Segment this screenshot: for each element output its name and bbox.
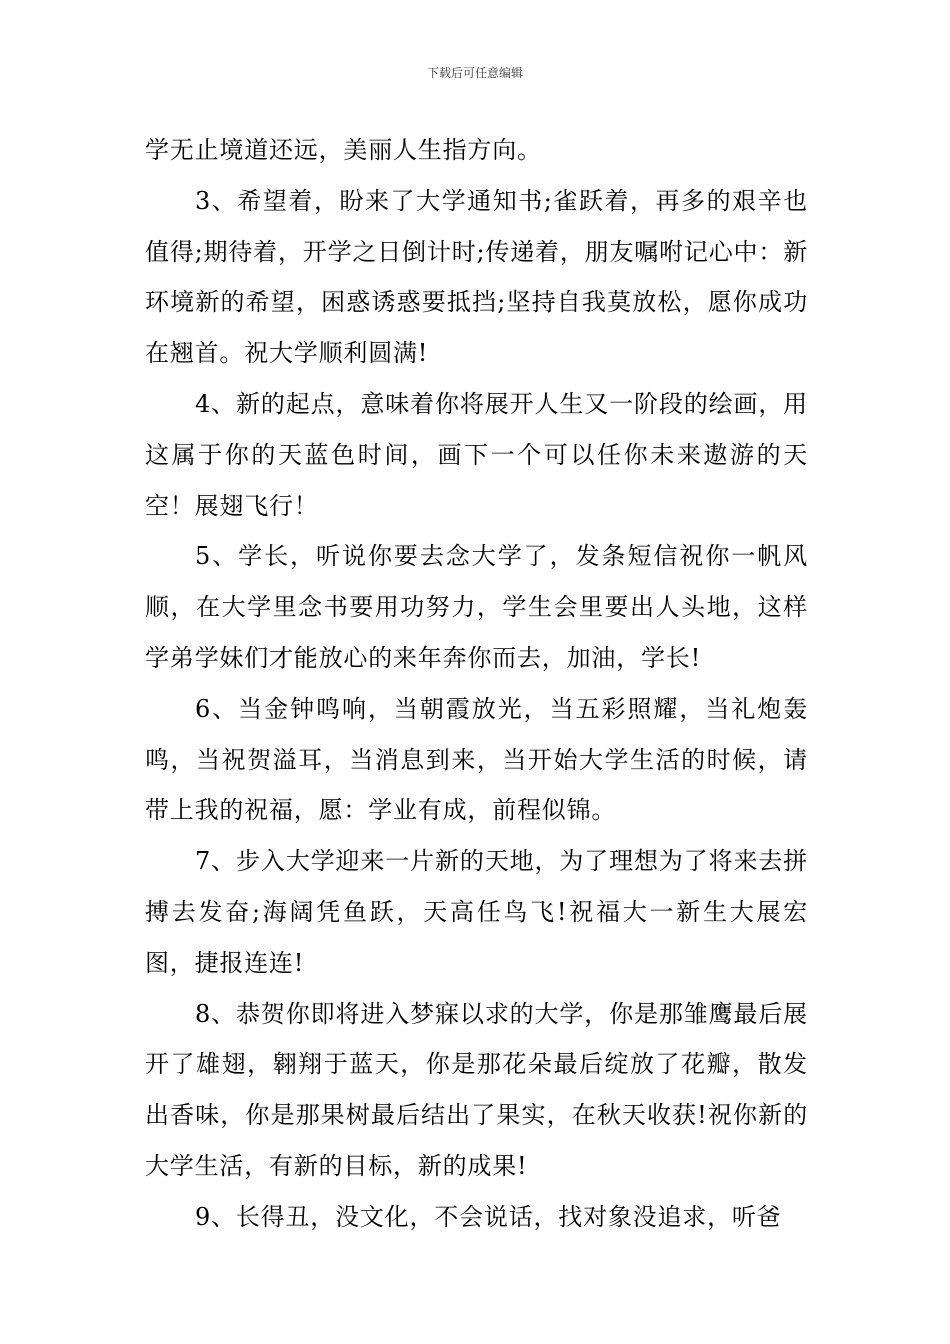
paragraph: 5、学长，听说你要去念大学了，发条短信祝你一帆风顺，在大学里念书要用功努力，学生会里要出人头地，这样学弟学妹们才能放心的来年奔你而去，加油，学长! (145, 542, 808, 672)
document-body (145, 125, 808, 1243)
paragraph: 8、恭贺你即将进入梦寐以求的大学，你是那雏鹰最后展开了雄翅，翱翔于蓝天，你是那花朵最后绽放了花瓣，散发出香味，你是那果树最后结出了果实，在秋天收获!祝你新的大学生活，有新的目标，新的成果! (145, 999, 808, 1180)
page-header: 下载后可任意编辑 (426, 66, 523, 80)
paragraph: 9、长得丑，没文化，不会说话，找对象没追求，听爸 (195, 1202, 782, 1231)
paragraph: 4、新的起点，意味着你将展开人生又一阶段的绘画，用这属于你的天蓝色时间，画下一个可以任你未来遨游的天空！展翅飞行！ (145, 389, 808, 520)
paragraph: 3、希望着，盼来了大学通知书;雀跃着，再多的艰辛也值得;期待着，开学之日倒计时;传递着，朋友嘱咐记心中：新环境新的希望，困惑诱惑要抵挡;坚持自我莫放松，愿你成功在翘首。祝大学顺利圆满! (145, 186, 808, 368)
paragraph: 学无止境道还远，美丽人生指方向。 (145, 136, 542, 164)
paragraph: 6、当金钟鸣响，当朝霞放光，当五彩照耀，当礼炮轰鸣，当祝贺溢耳，当消息到来，当开始大学生活的时候，请带上我的祝福，愿：学业有成，前程似锦。 (145, 694, 808, 825)
paragraph: 7、步入大学迎来一片新的天地，为了理想为了将来去拼搏去发奋;海阔凭鱼跃，天高任鸟飞!祝福大一新生大展宏图，捷报连连! (145, 847, 808, 977)
